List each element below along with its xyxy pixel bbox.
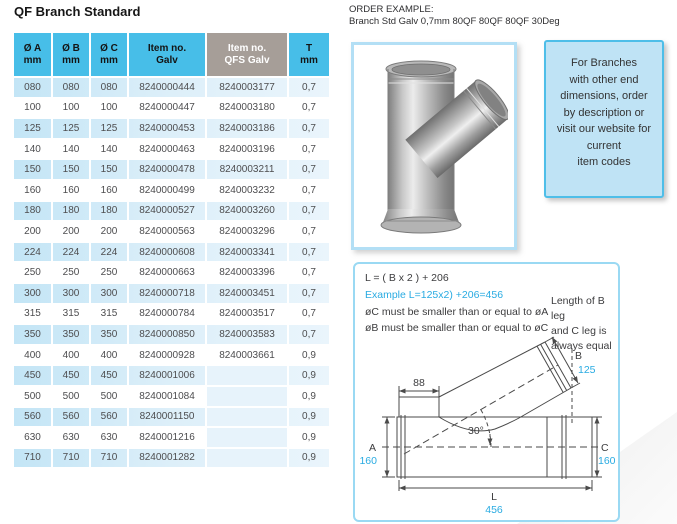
table-cell: 560 — [90, 407, 128, 428]
branch-fitting-photo — [354, 45, 508, 241]
column-header: Ø A mm — [14, 33, 52, 77]
table-cell: 8240001150 — [128, 407, 206, 428]
table-cell — [206, 407, 288, 428]
table-cell: 125 — [14, 118, 52, 139]
order-example — [349, 4, 560, 28]
table-row — [14, 448, 330, 469]
table-cell: 150 — [14, 159, 52, 180]
table-cell: 140 — [52, 139, 90, 160]
table-row — [14, 304, 330, 325]
column-header: Ø C mm — [90, 33, 128, 77]
table-cell: 200 — [52, 221, 90, 242]
table-cell: 8240003196 — [206, 139, 288, 160]
table-cell: 8240003341 — [206, 242, 288, 263]
table-cell: 630 — [52, 427, 90, 448]
column-header: Item no. Galv — [128, 33, 206, 77]
table-cell: 100 — [14, 98, 52, 119]
product-photo-box — [351, 42, 517, 250]
table-row — [14, 77, 330, 98]
column-header: Ø B mm — [52, 33, 90, 77]
table-cell: 160 — [52, 180, 90, 201]
table-cell: 8240000784 — [128, 304, 206, 325]
diagram-note-1: øC must be smaller than or equal to øA — [365, 306, 549, 318]
dim-b-label: B — [575, 350, 583, 362]
table-cell: 140 — [90, 139, 128, 160]
table-cell: 250 — [14, 262, 52, 283]
table-cell: 080 — [52, 77, 90, 98]
table-cell: 8240003661 — [206, 345, 288, 366]
table-cell: 630 — [14, 427, 52, 448]
table-cell: 8240003296 — [206, 221, 288, 242]
table-cell: 8240000444 — [128, 77, 206, 98]
table-cell: 315 — [90, 304, 128, 325]
table-cell: 0,7 — [288, 324, 330, 345]
table-cell: 350 — [52, 324, 90, 345]
table-cell: 450 — [90, 365, 128, 386]
table-cell: 300 — [52, 283, 90, 304]
table-cell: 150 — [52, 159, 90, 180]
side-note-line: always equal — [551, 340, 612, 352]
table-cell: 560 — [14, 407, 52, 428]
table-row — [14, 98, 330, 119]
table-cell: 0,7 — [288, 242, 330, 263]
dim-b-value: 125 — [578, 364, 596, 376]
dim-c-label: C — [601, 442, 609, 454]
table-cell — [206, 427, 288, 448]
info-box-line: dimensions, order — [560, 90, 648, 102]
info-box-line: with other end — [569, 73, 639, 86]
table-cell: 0,7 — [288, 77, 330, 98]
table-cell: 125 — [90, 118, 128, 139]
table-cell: 0,9 — [288, 407, 330, 428]
table-cell: 8240003186 — [206, 118, 288, 139]
dim-l-label: L — [491, 491, 497, 503]
table-cell: 0,7 — [288, 139, 330, 160]
table-cell — [206, 365, 288, 386]
table-cell: 0,7 — [288, 98, 330, 119]
table-cell: 8240000527 — [128, 201, 206, 222]
duct-branch-illustration — [381, 61, 508, 233]
table-cell: 8240003260 — [206, 201, 288, 222]
table-row — [14, 118, 330, 139]
table-cell: 0,7 — [288, 159, 330, 180]
table-row — [14, 386, 330, 407]
side-note-line: Length of B leg — [551, 295, 605, 322]
table-cell — [206, 448, 288, 469]
dim-a-label: A — [368, 442, 376, 454]
table-cell: 8240000608 — [128, 242, 206, 263]
table-cell: 0,9 — [288, 386, 330, 407]
angle-label: 30° — [468, 425, 484, 437]
table-cell: 200 — [14, 221, 52, 242]
table-cell: 8240000718 — [128, 283, 206, 304]
table-row — [14, 139, 330, 160]
table-cell: 8240003180 — [206, 98, 288, 119]
table-cell: 450 — [52, 365, 90, 386]
table-cell: 400 — [14, 345, 52, 366]
table-cell: 315 — [14, 304, 52, 325]
table-cell: 8240001282 — [128, 448, 206, 469]
table-row — [14, 427, 330, 448]
table-cell: 8240000663 — [128, 262, 206, 283]
page-title: QF Branch Standard — [14, 4, 141, 19]
table-cell: 8240003396 — [206, 262, 288, 283]
info-box-line: For Branches — [570, 57, 638, 69]
table-cell: 710 — [90, 448, 128, 469]
info-box-line: current — [586, 139, 622, 152]
table-cell: 630 — [90, 427, 128, 448]
table-cell: 0,7 — [288, 201, 330, 222]
table-cell: 8240000499 — [128, 180, 206, 201]
table-cell: 8240000928 — [128, 345, 206, 366]
table-cell: 160 — [14, 180, 52, 201]
table-cell: 710 — [14, 448, 52, 469]
table-cell: 8240003583 — [206, 324, 288, 345]
table-cell: 300 — [90, 283, 128, 304]
table-row — [14, 221, 330, 242]
table-cell: 8240001216 — [128, 427, 206, 448]
table-cell: 0,7 — [288, 283, 330, 304]
diagram-panel — [353, 262, 620, 522]
table-cell: 8240000453 — [128, 118, 206, 139]
info-box-line: visit our website for — [556, 123, 652, 135]
table-cell: 8240000478 — [128, 159, 206, 180]
table-cell: 560 — [52, 407, 90, 428]
table-cell: 8240003211 — [206, 159, 288, 180]
table-cell: 8240000563 — [128, 221, 206, 242]
table-cell: 8240003517 — [206, 304, 288, 325]
table-cell: 140 — [14, 139, 52, 160]
table-cell: 250 — [90, 262, 128, 283]
table-cell: 100 — [52, 98, 90, 119]
dim-stub-value: 88 — [413, 377, 425, 389]
table-cell: 8240001084 — [128, 386, 206, 407]
table-cell: 8240000447 — [128, 98, 206, 119]
info-box-line: item codes — [577, 156, 631, 168]
table-cell: 125 — [52, 118, 90, 139]
table-cell: 8240003177 — [206, 77, 288, 98]
info-box-line: by description or — [563, 106, 645, 119]
branch-technical-drawing — [355, 264, 618, 520]
table-cell: 0,7 — [288, 118, 330, 139]
table-cell: 250 — [52, 262, 90, 283]
table-cell: 400 — [52, 345, 90, 366]
table-cell: 180 — [90, 201, 128, 222]
table-cell: 180 — [14, 201, 52, 222]
table-cell: 200 — [90, 221, 128, 242]
table-cell: 350 — [90, 324, 128, 345]
table-row — [14, 242, 330, 263]
table-cell: 8240001006 — [128, 365, 206, 386]
table-row — [14, 159, 330, 180]
dim-l-value: 456 — [485, 504, 503, 516]
table-row — [14, 324, 330, 345]
table-cell: 8240000463 — [128, 139, 206, 160]
order-example-label: ORDER EXAMPLE: — [349, 4, 434, 15]
column-header: T mm — [288, 33, 330, 77]
table-cell: 0,7 — [288, 304, 330, 325]
formula-example-text: Example L=125x2) +206=456 — [365, 289, 504, 301]
table-cell: 500 — [14, 386, 52, 407]
table-cell: 0,7 — [288, 262, 330, 283]
table-cell: 400 — [90, 345, 128, 366]
table-cell: 0,7 — [288, 221, 330, 242]
table-cell: 300 — [14, 283, 52, 304]
table-cell: 0,9 — [288, 448, 330, 469]
table-row — [14, 407, 330, 428]
dimensions-table — [14, 33, 331, 469]
table-cell: 8240000850 — [128, 324, 206, 345]
table-body — [14, 77, 330, 468]
table-cell: 080 — [90, 77, 128, 98]
table-cell: 450 — [14, 365, 52, 386]
column-header: Item no. QFS Galv — [206, 33, 288, 77]
table-row — [14, 345, 330, 366]
table-row — [14, 180, 330, 201]
diagram-note-2: øB must be smaller than or equal to øC — [365, 322, 549, 334]
table-cell: 315 — [52, 304, 90, 325]
table-cell: 150 — [90, 159, 128, 180]
table-cell: 100 — [90, 98, 128, 119]
table-cell: 500 — [52, 386, 90, 407]
dim-c-value: 160 — [598, 455, 616, 467]
table-cell: 710 — [52, 448, 90, 469]
table-cell: 8240003451 — [206, 283, 288, 304]
table-cell: 224 — [52, 242, 90, 263]
table-row — [14, 201, 330, 222]
table-cell: 0,9 — [288, 345, 330, 366]
table-cell: 0,9 — [288, 365, 330, 386]
table-cell: 500 — [90, 386, 128, 407]
table-cell: 224 — [14, 242, 52, 263]
side-note-line: and C leg is — [551, 325, 607, 337]
table-cell: 8240003232 — [206, 180, 288, 201]
table-header-row — [14, 33, 330, 77]
table-row — [14, 365, 330, 386]
table-cell — [206, 386, 288, 407]
dim-a-value: 160 — [359, 455, 377, 467]
order-example-text: Branch Std Galv 0,7mm 80QF 80QF 80QF 30Deg — [349, 16, 560, 27]
table-cell: 160 — [90, 180, 128, 201]
table-row — [14, 283, 330, 304]
table-cell: 180 — [52, 201, 90, 222]
table-row — [14, 262, 330, 283]
table-cell: 0,7 — [288, 180, 330, 201]
table-cell: 350 — [14, 324, 52, 345]
formula-text: L = ( B x 2 ) + 206 — [365, 272, 449, 284]
table-cell: 080 — [14, 77, 52, 98]
table-cell: 224 — [90, 242, 128, 263]
info-box — [544, 40, 664, 198]
table-cell: 0,9 — [288, 427, 330, 448]
